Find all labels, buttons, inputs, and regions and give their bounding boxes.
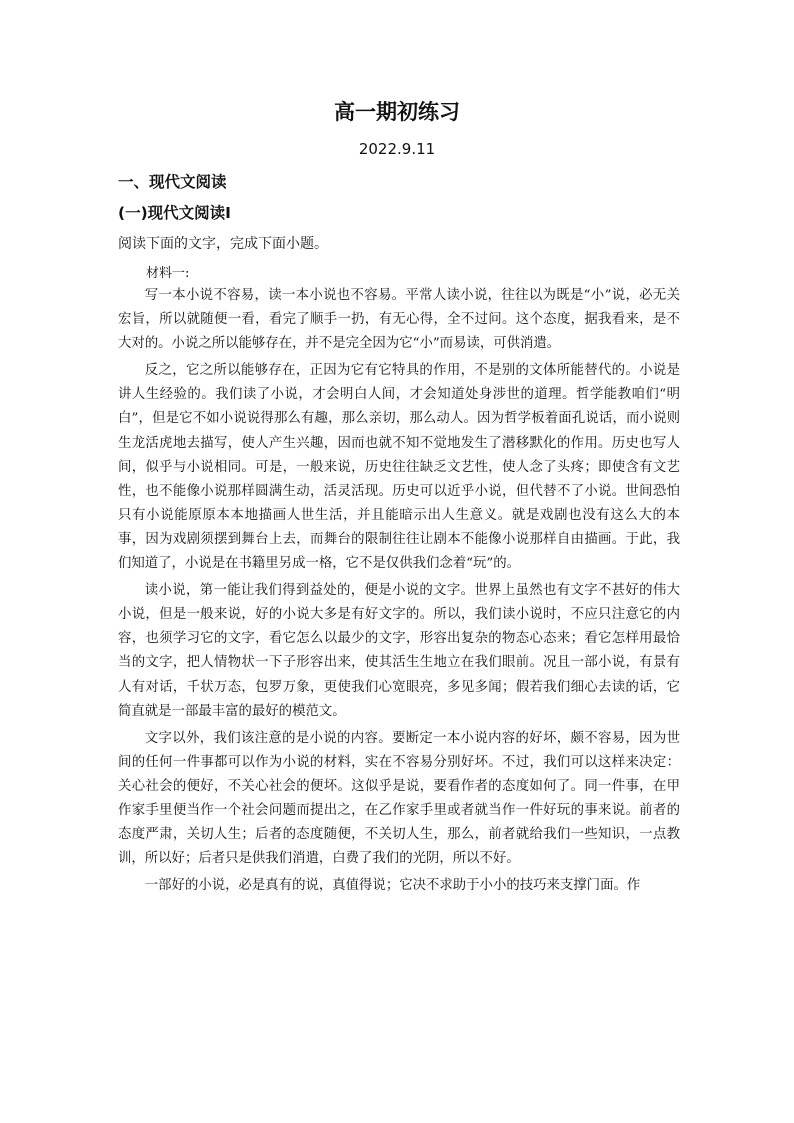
paragraph: 反之，它之所以能够存在，正因为它有它特具的作用，不是别的文体所能替代的。小说是讲人生经验的。我们读了小说，才会明白人间，才会知道处身涉世的道理。哲学能教咱们“明白”，但是它不如小说说得那么有趣，那么亲切，那么动人。因为哲学板着面孔说话，而小说则生龙活虎地去描写，使人产生兴趣，因而也就不知不觉地发生了潜移默化的作用。历史也写人间，似乎与小说相同。可是，一般来说，历史往往缺乏文艺性，使人念了头疼；即使含有文艺性，也不能像小说那样圆满生动，活灵活现。历史可以近乎小说，但代替不了小说。世间恐怕只有小说能原原本本地描画人世生活，并且能暗示出人生意义。就是戏剧也没有这么大的本事，因为戏剧须摆到舞台上去，而舞台的限制往往让剧本不能像小说那样自由描画。于此，我们知道了，小说是在书籍里另成一格，它不是仅供我们念着“玩”的。 [118, 363, 680, 572]
date-line: 2022.9.11 [358, 140, 436, 158]
paragraph: 文字以外，我们该注意的是小说的内容。要断定一本小说内容的好坏，颇不容易，因为世间的任何一件事都可以作为小说的材料，实在不容易分别好坏。不过，我们可以这样来决定：关心社会的便好，不关心社会的便坏。这似乎是说，要看作者的态度如何了。同一件事，在甲作家手里便当作一个社会问题而提出之，在乙作家手里或者就当作一件好玩的事来说。前者的态度严肃，关切人生；后者的态度随便，不关切人生，那么，前者就给我们一些知识，一点教训，所以好；后者只是供我们消遣，白费了我们的光阴，所以不好。 [118, 730, 680, 867]
paragraph: 读小说，第一能让我们得到益处的，便是小说的文字。世界上虽然也有文字不甚好的伟大小说，但是一般来说，好的小说大多是有好文字的。所以，我们读小说时，不应只注意它的内容，也须学习它的文字，看它怎么以最少的文字，形容出复杂的物态心态来；看它怎样用最恰当的文字，把人情物状一下子形容出来，使其活生生地立在我们眼前。况且一部小说，有景有人有对话，千状万态，包罗万象，更使我们心宽眼亮，多见多闻；假若我们细心去读的话，它简直就是一部最丰富的最好的模范文。 [118, 583, 680, 719]
paragraph: 写一本小说不容易，读一本小说也不容易。平常人读小说，往往以为既是“小”说，必无关宏旨，所以就随便一看，看完了顺手一扔，有无心得，全不过问。这个态度，据我看来，是不大对的。小说之所以能够存在，并不是完全因为它“小”而易读，可供消遣。 [118, 288, 680, 352]
subsection-heading: (一)现代文阅读Ⅰ [118, 204, 231, 222]
article-body [118, 284, 680, 901]
section-heading: 一、现代文阅读 [118, 173, 227, 191]
paragraph: 一部好的小说，必是真有的说，真值得说；它决不求助于小小的技巧来支撑门面。作 [144, 878, 641, 894]
instruction-text: 阅读下面的文字，完成下面小题。 [118, 236, 328, 252]
page-title: 高一期初练习 [334, 100, 460, 124]
material-label: 材料一: [146, 266, 190, 281]
